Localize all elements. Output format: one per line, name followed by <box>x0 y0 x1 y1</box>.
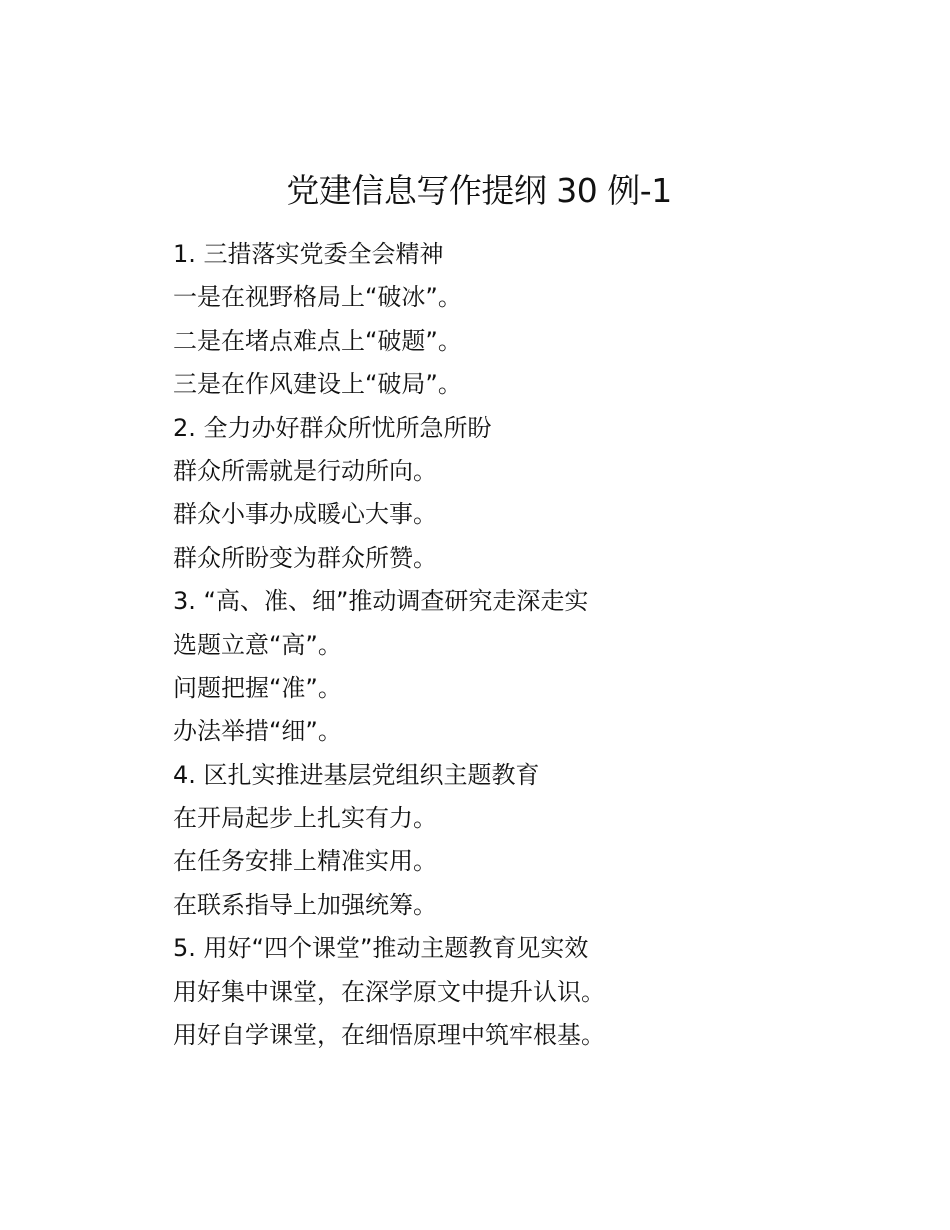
body-line: 办法举措“细”。 <box>173 717 342 746</box>
body-line: 用好集中课堂，在深学原文中提升认识。 <box>173 977 605 1006</box>
body-line: 一是在视野格局上“破冰”。 <box>173 283 462 312</box>
body-line: 选题立意“高”。 <box>173 630 342 659</box>
document-title: 党建信息写作提纲 30 例-1 <box>286 171 672 210</box>
document-body <box>173 233 873 1057</box>
body-line: 群众所盼变为群众所赞。 <box>173 543 437 572</box>
heading-line: 4. 区扎实推进基层党组织主题教育 <box>173 760 540 789</box>
body-line: 在开局起步上扎实有力。 <box>173 804 437 833</box>
body-line: 问题把握“准”。 <box>173 673 342 702</box>
body-line: 群众所需就是行动所向。 <box>173 456 437 485</box>
body-line: 群众小事办成暖心大事。 <box>173 500 437 529</box>
heading-line: 2. 全力办好群众所忧所急所盼 <box>173 413 492 442</box>
body-line: 在任务安排上精准实用。 <box>173 847 437 876</box>
heading-line: 3. “高、准、细”推动调查研究走深走实 <box>173 587 589 616</box>
heading-line: 1. 三措落实党委全会精神 <box>173 240 444 268</box>
body-line: 用好自学课堂，在细悟原理中筑牢根基。 <box>173 1021 605 1050</box>
body-line: 三是在作风建设上“破局”。 <box>173 370 462 399</box>
body-line: 二是在堵点难点上“破题”。 <box>173 326 462 355</box>
heading-line: 5. 用好“四个课堂”推动主题教育见实效 <box>173 934 589 963</box>
body-line: 在联系指导上加强统筹。 <box>173 890 437 919</box>
